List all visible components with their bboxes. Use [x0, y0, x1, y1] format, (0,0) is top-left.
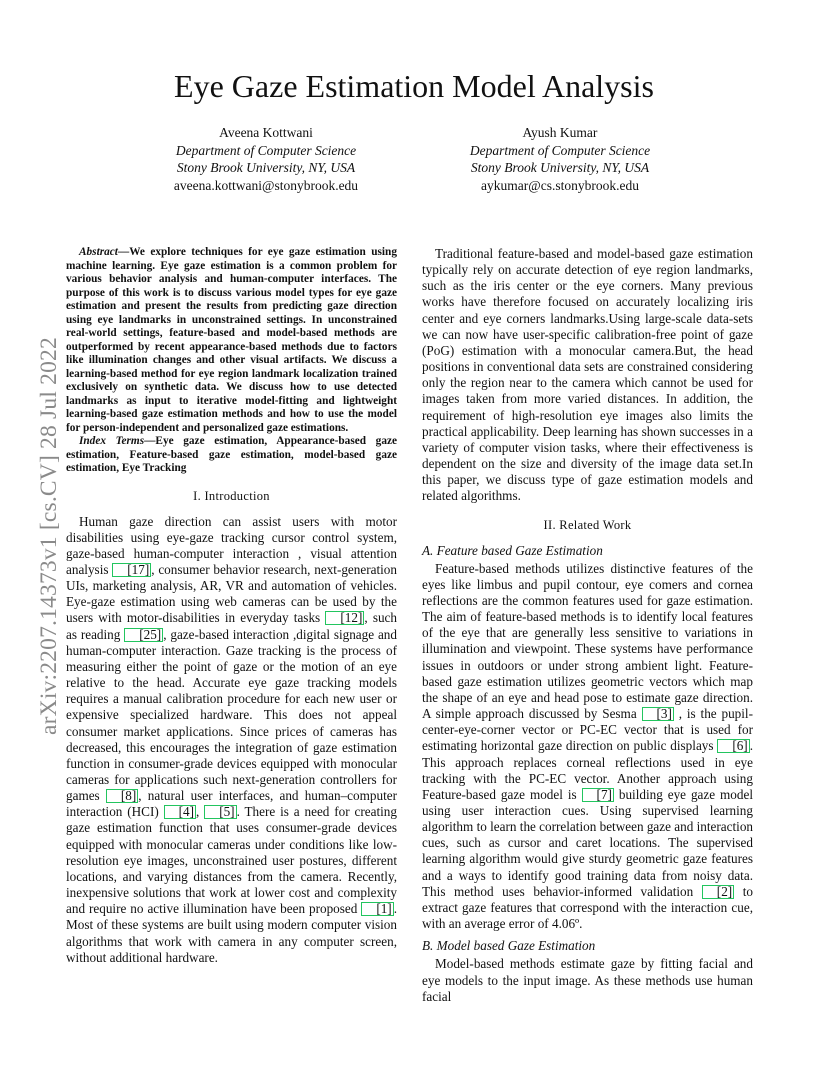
text-run: Human gaze direction can assist users with motor disabilities using eye-gaze tracking cursor control system, gaze-based human-computer interaction , visual attention analysis [66, 513, 397, 577]
section-heading: I. Introduction [193, 488, 270, 503]
body-paragraph [66, 514, 397, 966]
abstract-text: —We explore techniques for eye gaze estimation using machine learning. Eye gaze estimation is a common problem for various behavior analysis and human-computer interfaces. The purpose of this work is to discuss various model types for eye gaze estimation and present the results from predicting gaze direction using eye landmarks in unconstrained settings. In unconstrained real-world settings, feature-based and model-based methods are outperformed by recent appearance-based methods due to factors like illumination changes and other visual artifacts. We discuss a learning-based method for eye region landmark localization trained exclusively on synthetic data. We discuss how to use detected landmarks as input to iterative model-fitting and lightweight learning-based gaze estimation methods and how to use the model for person-independent and personalized gaze estimations. [66, 246, 397, 434]
body-paragraph: Traditional feature-based and model-based gaze estimation typically rely on accurate detection of eye region landmarks, such as the iris center or the eye corners. Many previous works have therefore focused on accurately localizing iris center and eye corners landmarks.Using large-scale data-sets we can now have user-specific calibration-free point of gaze (PoG) estimation with a monocular camera.But, the head positions in conventional data sets are constrained considering only the region near to the camera which cannot be used for images taken from more varied distances. In addition, the requirement of high-resolution eye images also limits the practical applicability. Deep learning has shown successes in a variety of computer vision tasks, where their effectiveness is dependent on the size and diversity of the image data set.In this paper, we discuss type of gaze estimation models and related algorithms. [422, 246, 753, 504]
right-column [422, 246, 753, 1005]
citation-link[interactable]: [4] [164, 805, 196, 819]
arxiv-identifier: arXiv:2207.14373v1 [cs.CV] 28 Jul 2022 [36, 337, 62, 735]
citation-link[interactable]: [7] [582, 788, 614, 802]
paper-title: Eye Gaze Estimation Model Analysis [174, 68, 654, 104]
body-paragraph: Model-based methods estimate gaze by fitting facial and eye models to the input image. As these methods use human facial [422, 956, 753, 1004]
citation-link[interactable]: [6] [717, 739, 749, 753]
author-name: Ayush Kumar [522, 125, 598, 140]
author-university: Stony Brook University, NY, USA [470, 160, 650, 175]
author-university: Stony Brook University, NY, USA [176, 160, 356, 175]
index-terms-text: —Eye gaze estimation, Appearance-based gaze estimation, Feature-based gaze estimation, model-based gaze estimation, Eye Tracking [66, 435, 397, 474]
citation-link[interactable]: [17] [112, 563, 151, 577]
left-column [66, 246, 397, 966]
text-run: building eye gaze model using user interaction cues. Using supervised learning algorithm to learn the correlation between gaze and interaction cues, such as cursor and caret locations. The supervised learning algorithm would give sturdy geometric gaze features and a ways to identify good training data from noisy data. This method uses behavior-informed validation [422, 786, 754, 899]
author-block [116, 124, 416, 194]
citation-link[interactable]: [2] [702, 885, 734, 899]
text-run: . Most of these systems are built using modern computer vision algorithms that work with camera in any computer screen, without additional hardware. [66, 901, 397, 965]
citation-link[interactable]: [1] [361, 902, 393, 916]
body-paragraph [422, 561, 753, 933]
abstract-label: Abstract [79, 246, 118, 258]
citation-link[interactable]: [5] [204, 805, 236, 819]
section-heading: II. Related Work [543, 517, 632, 532]
author-department: Department of Computer Science [175, 142, 357, 158]
text-run: . This approach replaces corneal reflections used in eye tracking with the PC-EC vector. Another approach using Feature-based gaze model is [422, 738, 753, 802]
text-run: , [196, 804, 205, 820]
text-run: , consumer behavior research, next-generation UIs, marketing analysis, AR, VR and automation of vehicles. Eye-gaze estimation using web cameras can be used by the users with motor-disabilities in everyday tasks [66, 561, 397, 626]
text-run: . There is a need for creating gaze estimation function that uses consumer-grade devices equipped with monocular cameras under conditions like low-resolution eye images, unconstrained user postures, different locations, and varying distances from the camera. Recently, inexpensive solutions that work at lower cost and complexity and require no active illumination have been proposed [66, 804, 397, 917]
citation-link[interactable]: [12] [325, 611, 364, 625]
author-email: aveena.kottwani@stonybrook.edu [173, 177, 359, 193]
text-run: , natural user interfaces, and human–computer interaction (HCI) [66, 788, 397, 820]
index-terms [66, 435, 397, 476]
subsection-heading: B. Model based Gaze Estimation [422, 938, 596, 954]
citation-link[interactable]: [3] [642, 707, 674, 721]
text-run: , gaze-based interaction ,digital signage and human-computer interaction. Gaze tracking is the process of measuring either the point of gaze or the motion of an eye relative to the head. Accurate eye gaze tracking models requires a manual calibration procedure for each new user or expensive specialized hardware. This does not appeal consumer market applications. Since prices of cameras has decreased, this encourages the integration of gaze estimation function in consumer-grade devices equipped with monocular cameras for applications such next-generation controllers for games [66, 626, 397, 804]
text-run: , such as reading [66, 610, 397, 642]
citation-link[interactable]: [25] [124, 628, 163, 642]
text-run: , is the pupil-center-eye-corner vector or PC-EC vector that is used for estimating horizontal gaze direction on public displays [422, 706, 753, 754]
text-run: Feature-based methods utilizes distinctive features of the eyes like limbus and pupil contour, eye comers and cornea reflections are the common features used for gaze estimation. The aim of feature-based methods is to identify local features of the eye that are generally less sensitive to variations in illumination and viewpoint. These systems have performance issues in outdoors or under strong ambient light. Feature-based gaze estimation utilizes geometric vectors which map the shape of an eye and head pose to estimate gaze direction. A simple approach discussed by Sesma [422, 560, 753, 722]
text-run: to extract gaze features that correspond with the interaction cue, with an average error of 4.06º. [422, 883, 753, 932]
author-department: Department of Computer Science [469, 142, 651, 158]
author-email: aykumar@cs.stonybrook.edu [481, 177, 639, 193]
citation-link[interactable]: [8] [106, 789, 138, 803]
subsection-heading: A. Feature based Gaze Estimation [422, 542, 603, 558]
index-terms-label: Index Terms [79, 435, 145, 447]
author-name: Aveena Kottwani [219, 125, 313, 140]
abstract [66, 246, 397, 435]
author-block [410, 124, 710, 194]
